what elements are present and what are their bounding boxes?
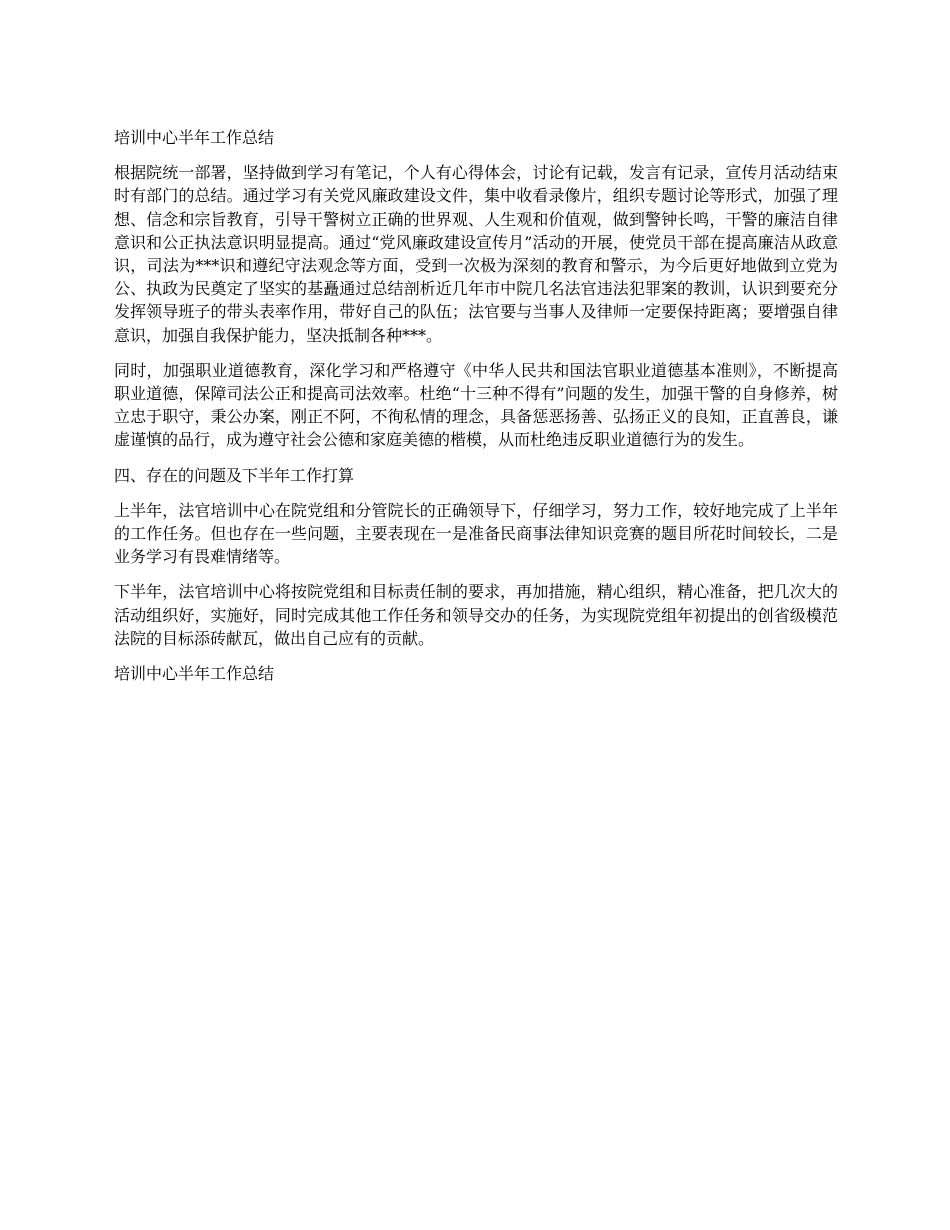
paragraph-ethics-education: 同时，加强职业道德教育，深化学习和严格遵守《中华人民共和国法官职业道德基本准则》，不断提高职业道德，保障司法公正和提高司法效率。杜绝“十三种不得有”问题的发生，加强干警的自身修养，树立忠于职守，秉公办案，刚正不阿，不徇私情的理念，具备惩恶扬善、弘扬正义的良知，正直善良，谦虚谨慎的品行，成为遵守社会公德和家庭美德的楷模，从而杜绝违反职业道德行为的发生。 [114,360,838,450]
document-body [114,126,838,697]
document-title: 培训中心半年工作总结 [114,128,275,147]
paragraph-first-half-review: 上半年，法官培训中心在院党组和分管院长的正确领导下，仔细学习，努力工作，较好地完成了上半年的工作任务。但也存在一些问题，主要表现在一是准备民商事法律知识竞赛的题目所花时间较长，二是业务学习有畏难情绪等。 [114,500,838,567]
paragraph-second-half-plan: 下半年，法官培训中心将按院党组和目标责任制的要求，再加措施，精心组织，精心准备，把几次大的活动组织好，实施好，同时完成其他工作任务和领导交办的任务，为实现院党组年初提出的创省级模范法院的目标添砖献瓦，做出自己应有的贡献。 [114,582,838,648]
section-heading-problems-plans: 四、存在的问题及下半年工作打算 [114,465,355,485]
document-footer-title: 培训中心半年工作总结 [114,664,275,684]
paragraph-study-summary: 根据院统一部署，坚持做到学习有笔记，个人有心得体会，讨论有记载，发言有记录，宣传月活动结束时有部门的总结。通过学习有关党风廉政建设文件，集中收看录像片，组织专题讨论等形式，加强了理想、信念和宗旨教育，引导干警树立正确的世界观、人生观和价值观，做到警钟长鸣，干警的廉洁自律意识和公正执法意识明显提高。通过“党风廉政建设宣传月”活动的开展，使党员干部在提高廉洁从政意识，司法为***识和遵纪守法观念等方面，受到一次极为深刻的教育和警示，为今后更好地做到立党为公、执政为民奠定了坚实的基矗通过总结剖析近几年市中院几名法官违法犯罪案的教训，认识到要充分发挥领导班子的带头表率作用，带好自己的队伍；法官要与当事人及律师一定要保持距离；要增强自律意识，加强自我保护能力，坚决抵制各种***。 [114,163,838,345]
